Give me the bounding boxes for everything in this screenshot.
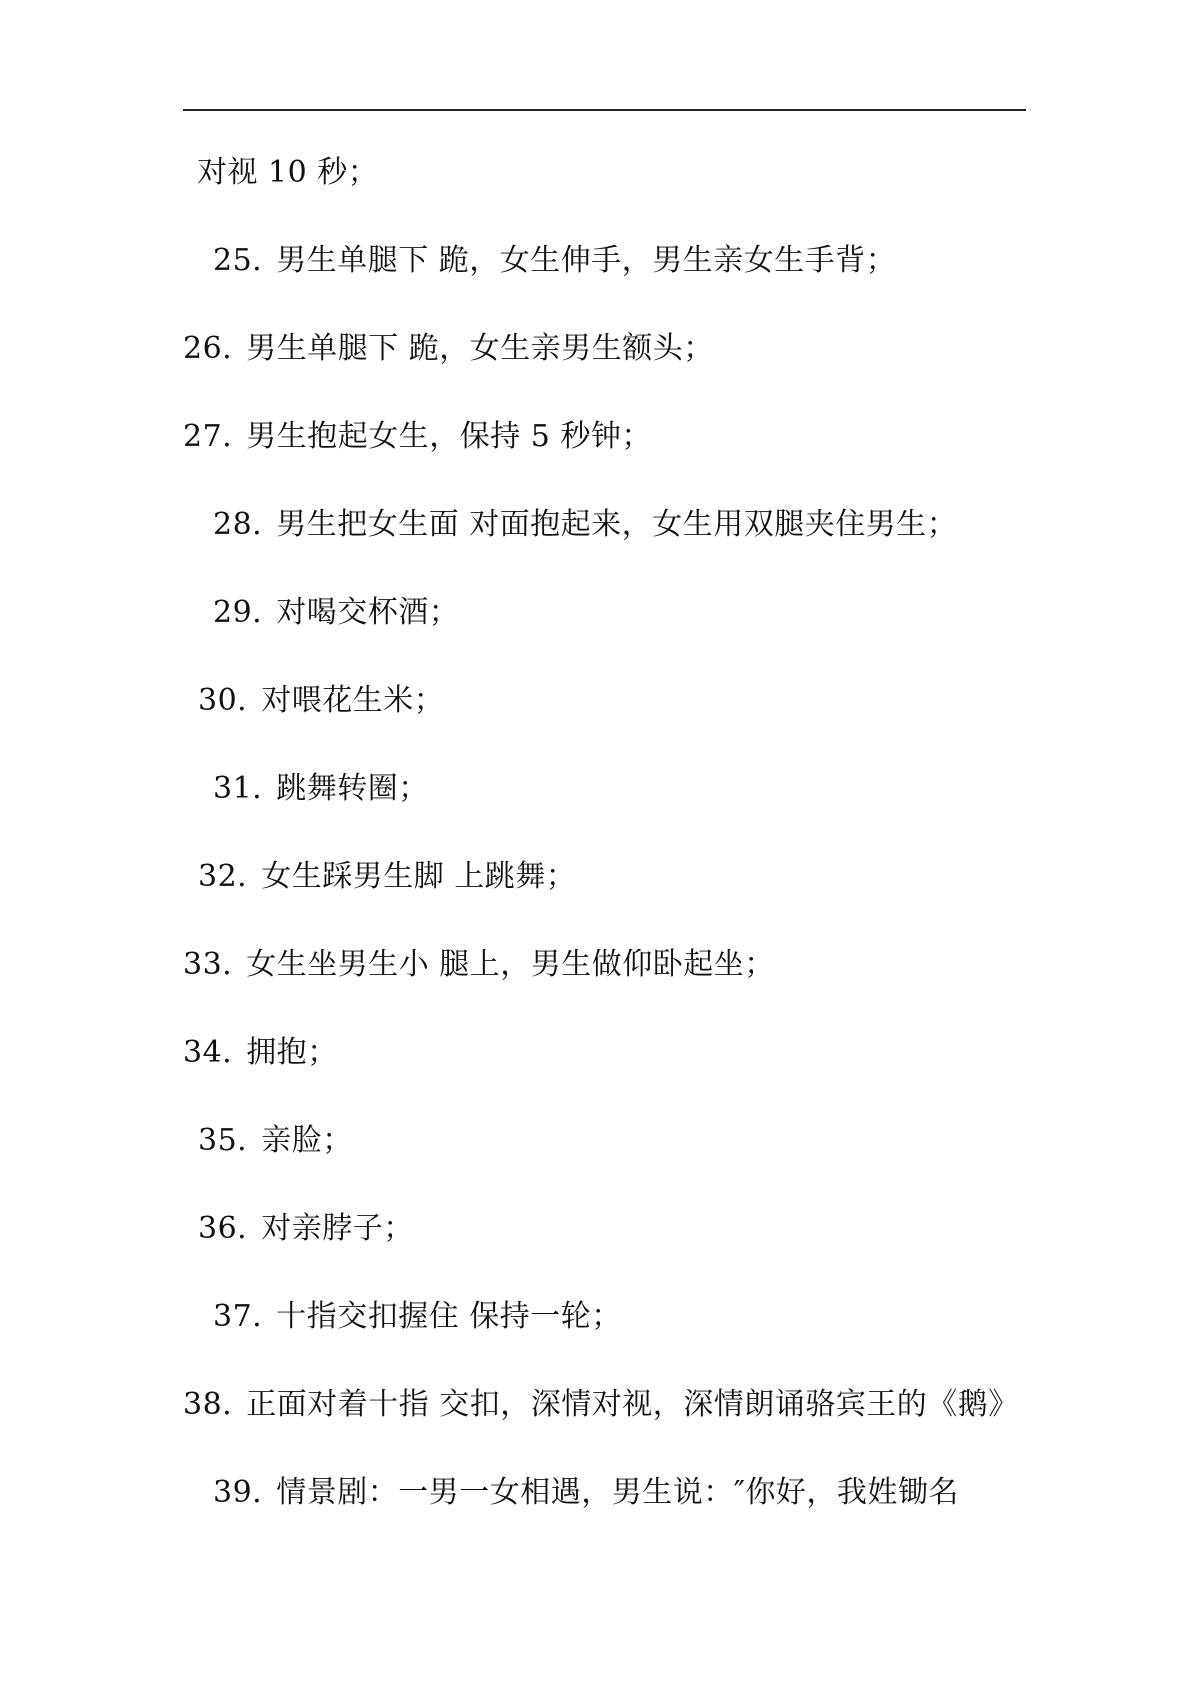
item-number: 29.: [213, 595, 263, 630]
item-number: 37.: [213, 1299, 263, 1334]
item-number: 26.: [183, 331, 233, 366]
item-text: 情景剧：一男一女相遇，男生说：″你好，我姓锄名: [276, 1475, 959, 1510]
item-text: 女生踩男生脚 上跳舞；: [261, 859, 577, 894]
item-text: 正面对着十指 交扣，深情对视，深情朗诵骆宾王的《鹅》: [246, 1387, 1019, 1422]
text-line: [183, 945, 775, 985]
item-number: 38.: [183, 1387, 233, 1422]
item-number: 39.: [213, 1475, 263, 1510]
item-number: 28.: [213, 507, 263, 542]
item-number: 34.: [183, 1035, 233, 1070]
item-text: 亲脸；: [261, 1123, 353, 1158]
text-line: [183, 1033, 338, 1073]
item-text: 对亲脖子；: [261, 1211, 414, 1246]
text-line: [183, 1385, 1019, 1425]
text-line: [213, 241, 896, 281]
text-line: [183, 153, 378, 193]
text-line: [213, 1473, 959, 1513]
text-line: [198, 1209, 414, 1249]
text-line: [213, 1297, 622, 1337]
item-number: 27.: [183, 419, 233, 454]
text-line: [213, 505, 957, 545]
item-text: 男生抱起女生，保持 5 秒钟；: [246, 419, 652, 454]
text-line: [213, 593, 459, 633]
item-text: 男生把女生面 对面抱起来，女生用双腿夹住男生；: [276, 507, 958, 542]
item-text: 男生单腿下 跪，女生亲男生额头；: [246, 331, 714, 366]
text-line: [183, 417, 652, 457]
item-number: 25.: [213, 243, 263, 278]
text-line: [198, 1121, 353, 1161]
item-text: 对视 10 秒；: [197, 155, 379, 190]
item-number: 33.: [183, 947, 233, 982]
item-number: 35.: [198, 1123, 248, 1158]
item-number: 30.: [198, 683, 248, 718]
top-divider: [183, 109, 1026, 111]
item-text: 拥抱；: [246, 1035, 338, 1070]
item-text: 男生单腿下 跪，女生伸手，男生亲女生手背；: [276, 243, 897, 278]
item-text: 十指交扣握住 保持一轮；: [276, 1299, 622, 1334]
text-line: [198, 681, 444, 721]
item-number: 32.: [198, 859, 248, 894]
text-line: [198, 857, 576, 897]
item-number: 36.: [198, 1211, 248, 1246]
item-number: 31.: [213, 771, 263, 806]
item-text: 对喂花生米；: [261, 683, 445, 718]
text-line: [183, 329, 714, 369]
item-text: 女生坐男生小 腿上，男生做仰卧起坐；: [246, 947, 775, 982]
text-line: [213, 769, 429, 809]
item-text: 对喝交杯酒；: [276, 595, 460, 630]
item-text: 跳舞转圈；: [276, 771, 429, 806]
